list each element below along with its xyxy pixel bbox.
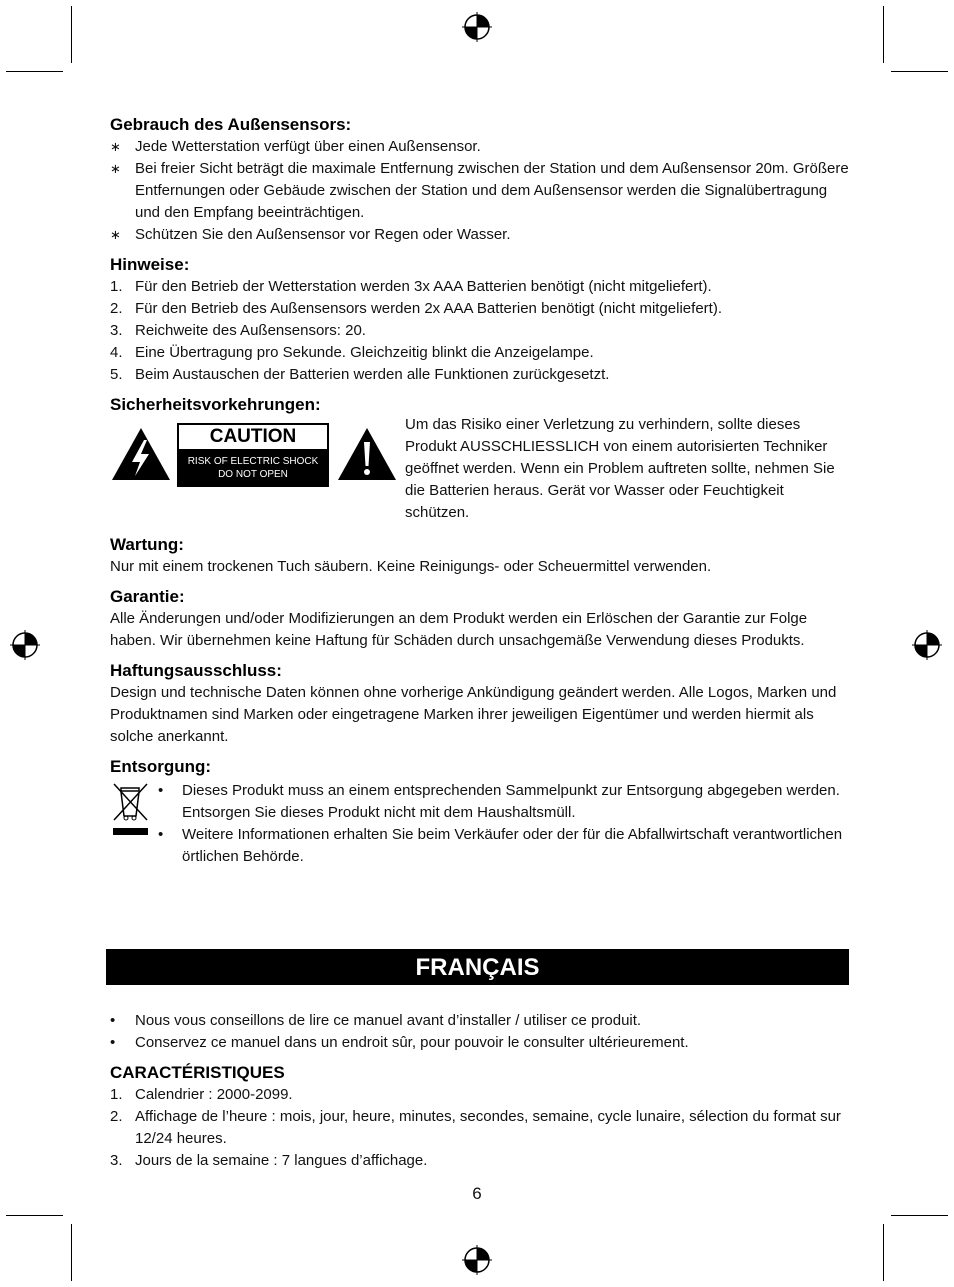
crop-mark	[891, 1215, 948, 1216]
section-heading: Garantie:	[110, 587, 185, 606]
list-item: ∗ Schützen Sie den Außensensor vor Regen oder Wasser.	[110, 224, 850, 246]
crop-mark	[891, 71, 948, 72]
list-item: Jours de la semaine : 7 langues d’affichage.	[135, 1152, 428, 1169]
page-number: 6	[472, 1184, 482, 1203]
list-item: • Conservez ce manuel dans un endroit sûr, pour pouvoir le consulter ultérieurement.	[110, 1032, 850, 1054]
list-item: Calendrier : 2000-2099.	[135, 1086, 293, 1103]
german-content	[110, 114, 850, 868]
list-item: Reichweite des Außensensors: 20.	[135, 322, 366, 339]
registration-mark-icon	[10, 630, 40, 660]
caution-title: CAUTION	[179, 425, 327, 449]
exclamation-warning-icon	[336, 426, 398, 482]
caution-graphics	[110, 416, 405, 526]
language-banner: FRANÇAIS	[106, 949, 849, 985]
disposal-block	[110, 780, 850, 868]
crop-mark	[71, 6, 72, 63]
disclaimer-text: Design und technische Daten können ohne vorherige Ankündigung geändert werden. Alle Logos, Marken und Produktnamen sind Marken oder eingetragene Marken ihrer jeweiligen Eigentümer und werden hiermit als solche anerkannt.	[110, 684, 837, 745]
list-item: ∗ Bei freier Sicht beträgt die maximale Entfernung zwischen der Station und dem Außensensor 20m. Größere Entfernungen oder Gebäude zwischen der Station und dem Außensensor werden die Signalübertragung und den Empfang beeinträchtigen.	[110, 158, 850, 224]
crop-mark	[71, 1224, 72, 1281]
section-heading: CARACTÉRISTIQUES	[110, 1063, 285, 1082]
disposal-list	[158, 780, 850, 868]
registration-mark-icon	[912, 630, 942, 660]
french-content	[110, 1010, 850, 1172]
crop-mark	[6, 71, 63, 72]
registration-mark-icon	[462, 12, 492, 42]
intro-list	[110, 1010, 850, 1054]
features-list	[110, 1084, 850, 1172]
warranty-text: Alle Änderungen und/oder Modifizierungen an dem Produkt werden ein Erlöschen der Garantie zur Folge haben. Wir übernehmen keine Haftung für Schäden durch unsachgemäße Verwendung dieses Produkts.	[110, 610, 808, 649]
section-heading: Wartung:	[110, 535, 184, 554]
lightning-warning-icon	[110, 426, 172, 482]
notes-list	[110, 276, 850, 386]
crossed-bin-icon	[111, 780, 151, 840]
list-item: Affichage de l’heure : mois, jour, heure, minutes, secondes, semaine, cycle lunaire, sélection du format sur 12/24 heures.	[135, 1108, 841, 1147]
list-item: • Dieses Produkt muss an einem entsprechenden Sammelpunkt zur Entsorgung abgegeben werden. Entsorgen Sie dieses Produkt nicht mit dem Haushaltsmüll.	[158, 780, 850, 824]
list-item: Eine Übertragung pro Sekunde. Gleichzeitig blinkt die Anzeigelampe.	[135, 344, 594, 361]
list-item: • Nous vous conseillons de lire ce manuel avant d’installer / utiliser ce produit.	[110, 1010, 850, 1032]
list-item: Beim Austauschen der Batterien werden alle Funktionen zurückgesetzt.	[135, 366, 610, 383]
safety-block	[110, 416, 850, 526]
registration-mark-icon	[462, 1245, 492, 1275]
weee-block	[110, 780, 158, 868]
list-item: ∗ Jede Wetterstation verfügt über einen Außensensor.	[110, 136, 850, 158]
caution-line-2: DO NOT OPEN	[218, 469, 288, 480]
list-item: Für den Betrieb des Außensensors werden 2x AAA Batterien benötigt (nicht mitgeliefert).	[135, 300, 722, 317]
safety-text: Um das Risiko einer Verletzung zu verhindern, sollte dieses Produkt AUSSCHLIESSLICH von einem autorisierten Techniker geöffnet werden. Wenn ein Problem auftreten sollte, nehmen Sie die Batterien heraus. Gerät vor Wasser oder Feuchtigkeit schützen.	[405, 416, 835, 521]
maintenance-text: Nur mit einem trockenen Tuch säubern. Keine Reinigungs- oder Scheuermittel verwenden.	[110, 558, 712, 575]
section-heading: Entsorgung:	[110, 757, 212, 776]
caution-label	[177, 423, 329, 487]
list-item: Für den Betrieb der Wetterstation werden 3x AAA Batterien benötigt (nicht mitgeliefert).	[135, 278, 712, 295]
crop-mark	[883, 6, 884, 63]
section-heading: Hinweise:	[110, 255, 190, 274]
section-heading: Sicherheitsvorkehrungen:	[110, 395, 321, 414]
section-heading: Gebrauch des Außensensors:	[110, 115, 352, 134]
caution-line-1: RISK OF ELECTRIC SHOCK	[187, 456, 319, 467]
crop-mark	[6, 1215, 63, 1216]
outdoor-sensor-list	[110, 136, 850, 246]
list-item: • Weitere Informationen erhalten Sie beim Verkäufer oder der für die Abfallwirtschaft verantwortlichen örtlichen Behörde.	[158, 824, 850, 868]
section-heading: Haftungsausschluss:	[110, 661, 282, 680]
crop-mark	[883, 1224, 884, 1281]
